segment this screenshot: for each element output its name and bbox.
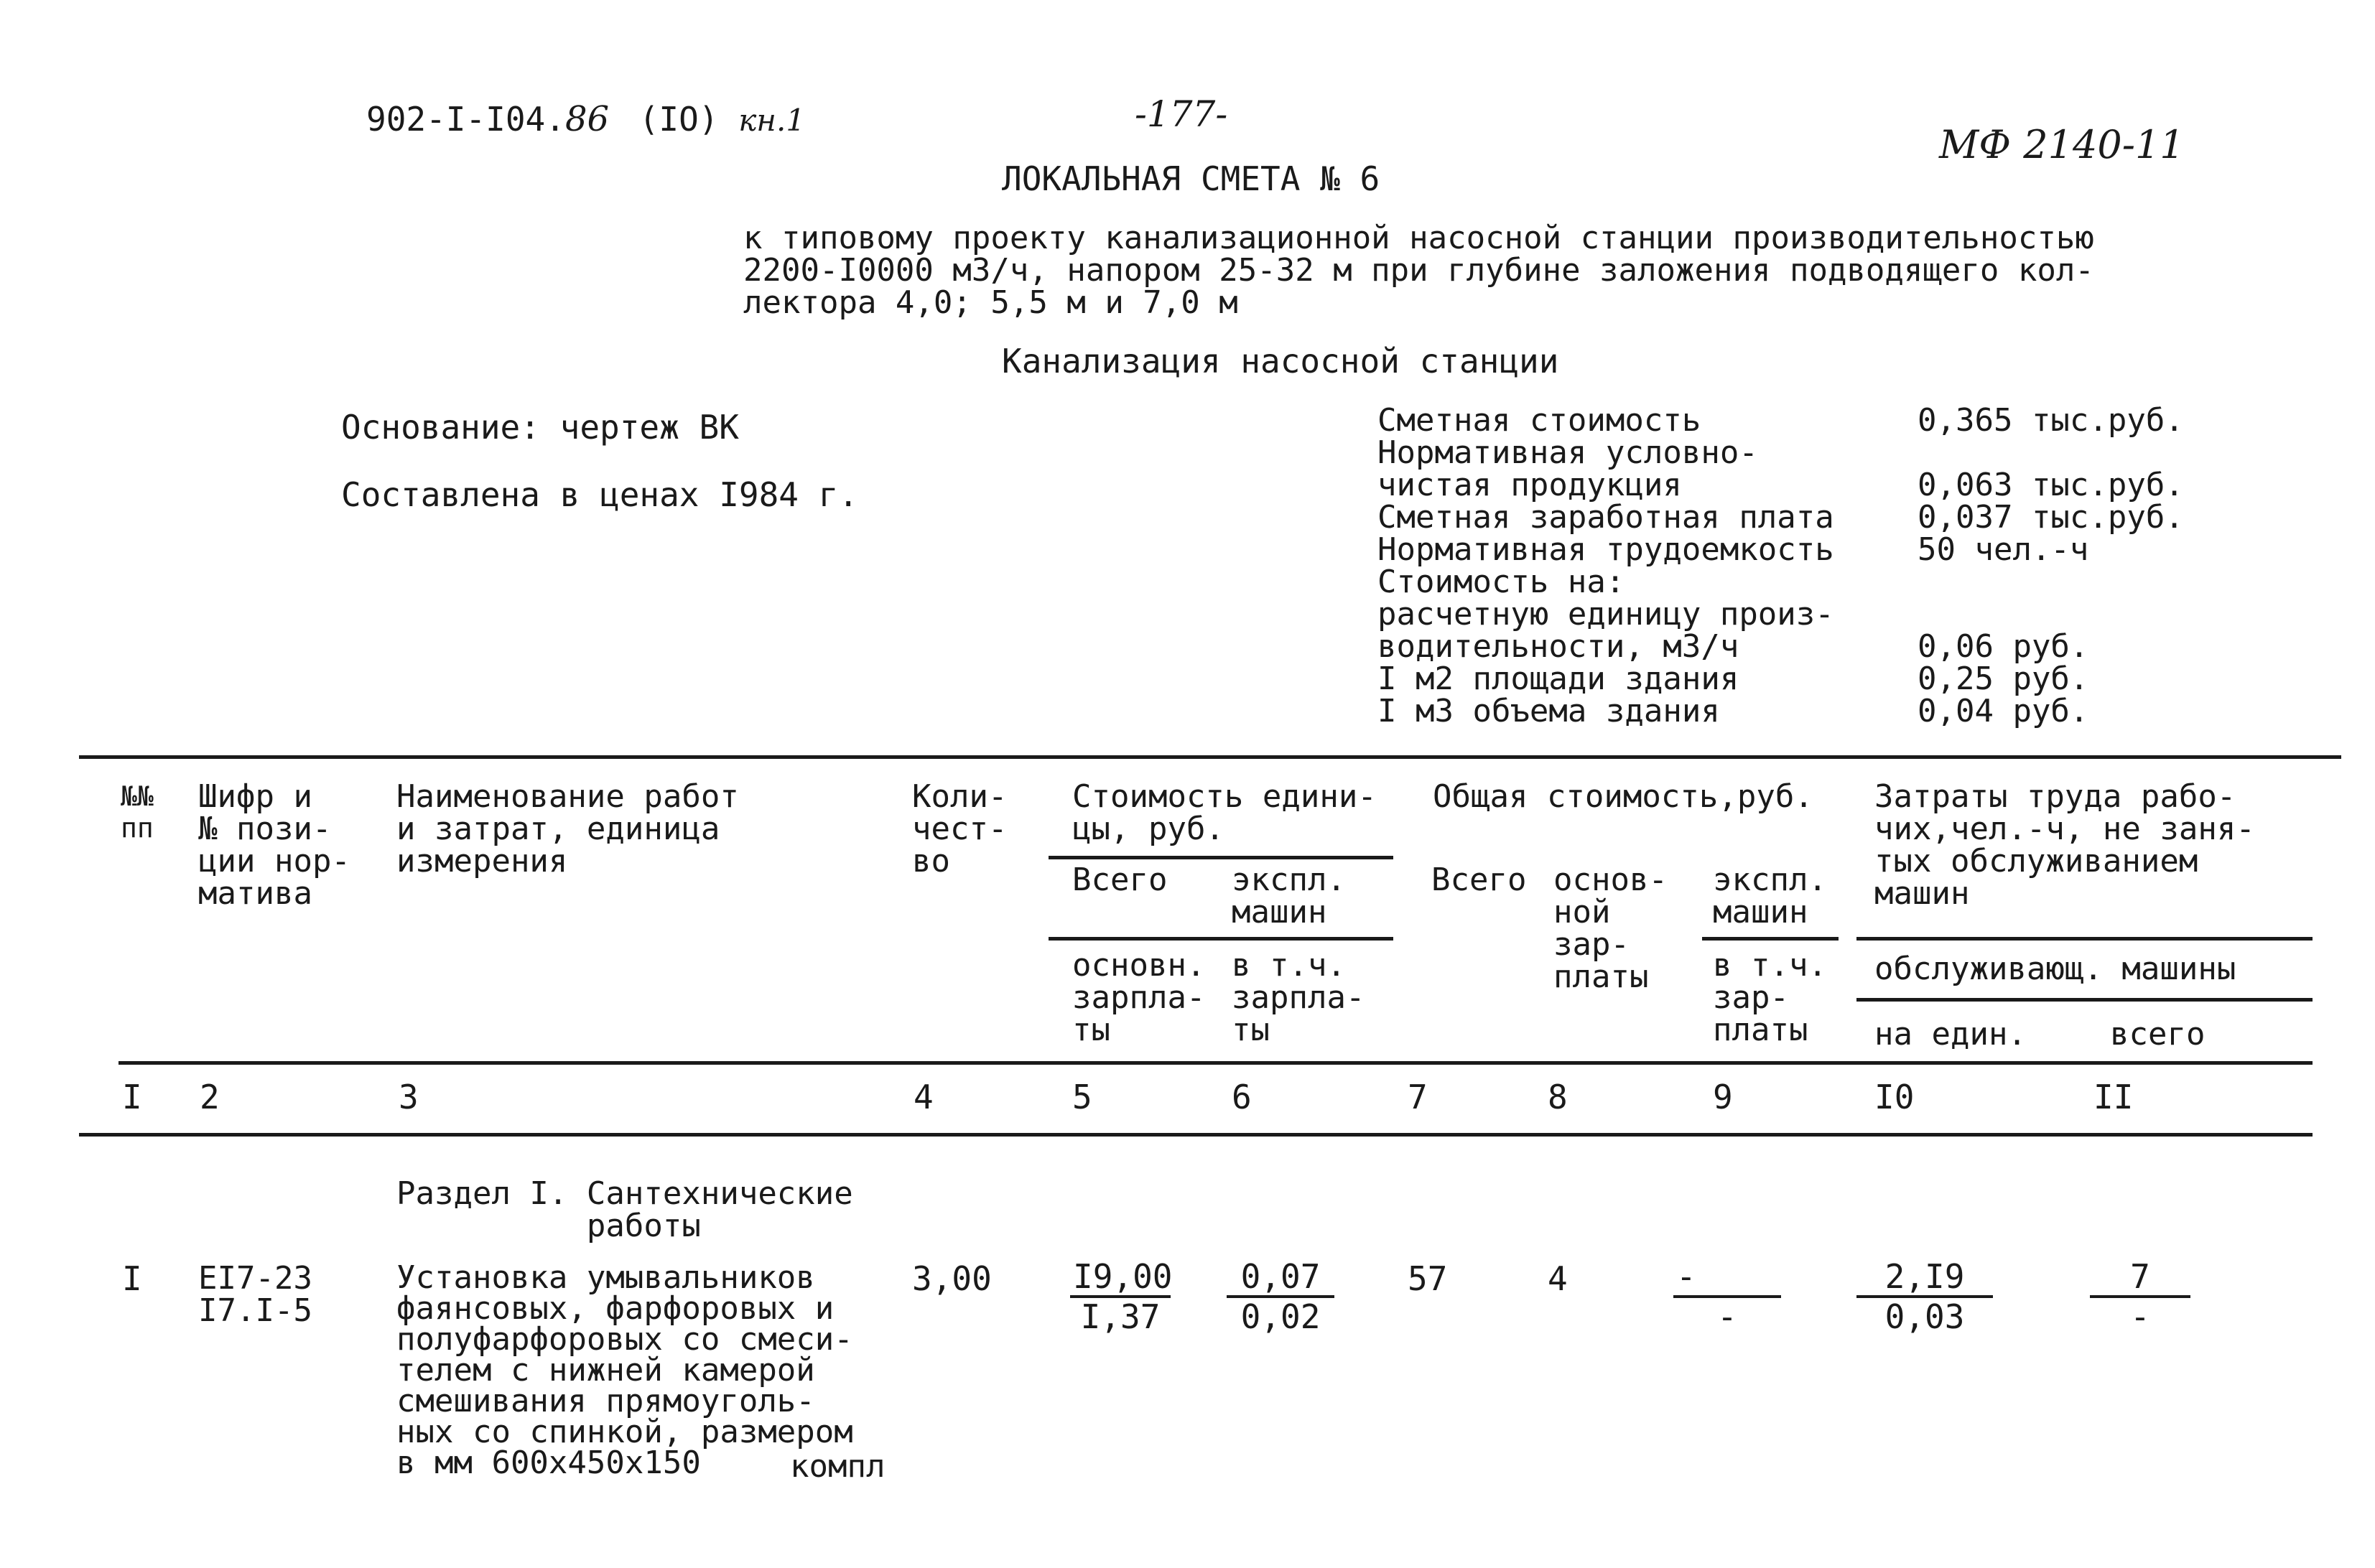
- column-number: 7: [1408, 1078, 1428, 1116]
- header-unit-total: Всего: [1072, 862, 1168, 898]
- summary-label: чистая продукция: [1377, 467, 1682, 503]
- row-unit-total: I9,00: [1070, 1258, 1171, 1298]
- column-number: I0: [1874, 1078, 1915, 1116]
- row-labor-unit-machine: 0,03: [1884, 1297, 1965, 1336]
- summary-value: 0,365 тыс.руб.: [1918, 402, 2184, 439]
- table-top-rule: [79, 755, 2341, 759]
- header-labor: Затраты труда рабо- чих,чел.-ч, не заня- тых обслуживанием машин: [1874, 778, 2255, 912]
- summary-label: расчетную единицу произ-: [1377, 596, 1834, 633]
- summary-value: [1918, 437, 2184, 469]
- page-number: -177-: [1135, 93, 1228, 135]
- row-labor-unit-fraction: [1856, 1258, 1993, 1335]
- row-unit-machine-fraction: [1227, 1258, 1334, 1335]
- row-name: Установка умывальников фаянсовых, фарфоровых и полуфарфоровых со смеси- телем с нижней камерой смешивания прямоуголь- ных со спинкой, размером в мм 600x450x150: [396, 1259, 853, 1481]
- summary-value: [1918, 598, 2184, 630]
- header-unit-wage: основн. зарпла- ты: [1072, 947, 1206, 1048]
- column-number: I: [122, 1078, 142, 1116]
- document-stamp: МФ 2140-11: [1939, 122, 2185, 167]
- row-unit: компл: [790, 1448, 886, 1485]
- column-number: 6: [1232, 1078, 1252, 1116]
- row-unit-wage: I,37: [1080, 1297, 1161, 1336]
- row-total-machine-wage: -: [1717, 1297, 1737, 1336]
- header-bottom-rule: [118, 1061, 2313, 1065]
- column-number: 5: [1072, 1078, 1092, 1116]
- summary-value: 50 чел.-ч: [1918, 531, 2089, 568]
- row-unit-machine-wage: 0,02: [1240, 1297, 1321, 1336]
- summary-label: I м3 объема здания: [1377, 693, 1720, 729]
- summary-values: [1918, 404, 2184, 727]
- row-total-wage: 4: [1548, 1259, 1568, 1298]
- row-labor-total: 7: [2090, 1258, 2190, 1298]
- summary-value: 0,063 тыс.руб.: [1918, 467, 2184, 503]
- section-title: Раздел I. Сантехнические работы: [396, 1175, 853, 1244]
- header-unit-cost: Стоимость едини- цы, руб.: [1072, 778, 1377, 847]
- header-total-wage: основ- ной зар- платы: [1553, 862, 1668, 995]
- row-total-all: 57: [1408, 1259, 1448, 1298]
- column-number: 4: [914, 1078, 934, 1116]
- basis-line: Основание: чертеж ВК: [341, 408, 739, 447]
- column-number-rule: [79, 1133, 2313, 1137]
- header-total-machine: экспл. машин: [1713, 862, 1827, 930]
- column-number: 2: [200, 1078, 220, 1116]
- header-total-machine-wage: в т.ч. зар- платы: [1713, 947, 1827, 1048]
- subject-line-3: лектора 4,0; 5,5 м и 7,0 м: [743, 284, 1238, 321]
- document-code-volume: (IO): [638, 100, 719, 139]
- header-labor-total: всего: [2110, 1016, 2206, 1053]
- header-labor-machine: обслуживающ. машины: [1874, 951, 2236, 987]
- summary-label: Нормативная трудоемкость: [1377, 531, 1834, 568]
- header-qty: Коли- чест- во: [912, 778, 1008, 879]
- summary-labels: [1377, 404, 1834, 727]
- row-qty: 3,00: [912, 1259, 992, 1298]
- header-total-all: Всего: [1431, 862, 1527, 898]
- document-code-handwritten: 86: [564, 99, 610, 139]
- summary-label: Нормативная условно-: [1377, 434, 1758, 471]
- summary-label: Сметная стоимость: [1377, 402, 1701, 439]
- labor-rule-1: [1856, 937, 2313, 941]
- column-number: 3: [399, 1078, 419, 1116]
- header-num: №№ пп: [121, 780, 154, 844]
- row-labor-total-machine: -: [2130, 1297, 2150, 1336]
- summary-label: I м2 площади здания: [1377, 661, 1739, 697]
- labor-rule-2: [1856, 998, 2313, 1002]
- column-number: II: [2093, 1078, 2134, 1116]
- total-machine-rule: [1702, 937, 1839, 941]
- subject-line-2: 2200-I0000 м3/ч, напором 25-32 м при глубине заложения подводящего кол-: [743, 252, 2094, 289]
- header-unit-machine-wage: в т.ч. зарпла- ты: [1232, 947, 1365, 1048]
- row-labor-unit: 2,I9: [1856, 1258, 1993, 1298]
- summary-label: водительности, м3/ч: [1377, 628, 1739, 665]
- header-unit-machine: экспл. машин: [1232, 862, 1346, 930]
- column-number: 8: [1548, 1078, 1568, 1116]
- document-code-book: кн.1: [738, 103, 806, 138]
- unit-wage-rule: [1049, 937, 1393, 941]
- row-code: EI7-23 I7.I-5: [198, 1260, 312, 1329]
- row-unit-machine: 0,07: [1227, 1258, 1334, 1298]
- unit-cost-rule: [1049, 856, 1393, 859]
- row-unit-cost-fraction: [1070, 1258, 1171, 1335]
- row-total-machine-fraction: [1673, 1258, 1781, 1335]
- row-number: I: [122, 1259, 142, 1298]
- column-number: 9: [1713, 1078, 1733, 1116]
- summary-value: 0,25 руб.: [1918, 661, 2089, 697]
- prices-line: Составлена в ценах I984 г.: [341, 475, 859, 514]
- document-code-prefix: 902-I-I04.: [366, 100, 565, 139]
- summary-label: Стоимость на:: [1377, 564, 1625, 600]
- header-code: Шифр и № пози- ции нор- матива: [198, 778, 350, 912]
- summary-label: Сметная заработная плата: [1377, 499, 1834, 536]
- summary-value: [1918, 566, 2184, 598]
- document-code: [366, 99, 806, 139]
- subject-line-1: к типовому проекту канализационной насосной станции производительностью: [743, 220, 2094, 256]
- header-labor-unit: на един.: [1874, 1016, 2027, 1053]
- header-total-cost: Общая стоимость,руб.: [1433, 778, 1813, 815]
- document-subtitle: Канализация насосной станции: [1002, 342, 1559, 381]
- row-labor-total-fraction: [2090, 1258, 2190, 1335]
- header-name: Наименование работ и затрат, единица измерения: [396, 778, 739, 879]
- summary-value: 0,06 руб.: [1918, 628, 2089, 665]
- summary-value: 0,04 руб.: [1918, 693, 2089, 729]
- document-title: ЛОКАЛЬНАЯ СМЕТА № 6: [1002, 159, 1380, 198]
- row-total-machine: -: [1673, 1258, 1781, 1298]
- summary-value: 0,037 тыс.руб.: [1918, 499, 2184, 536]
